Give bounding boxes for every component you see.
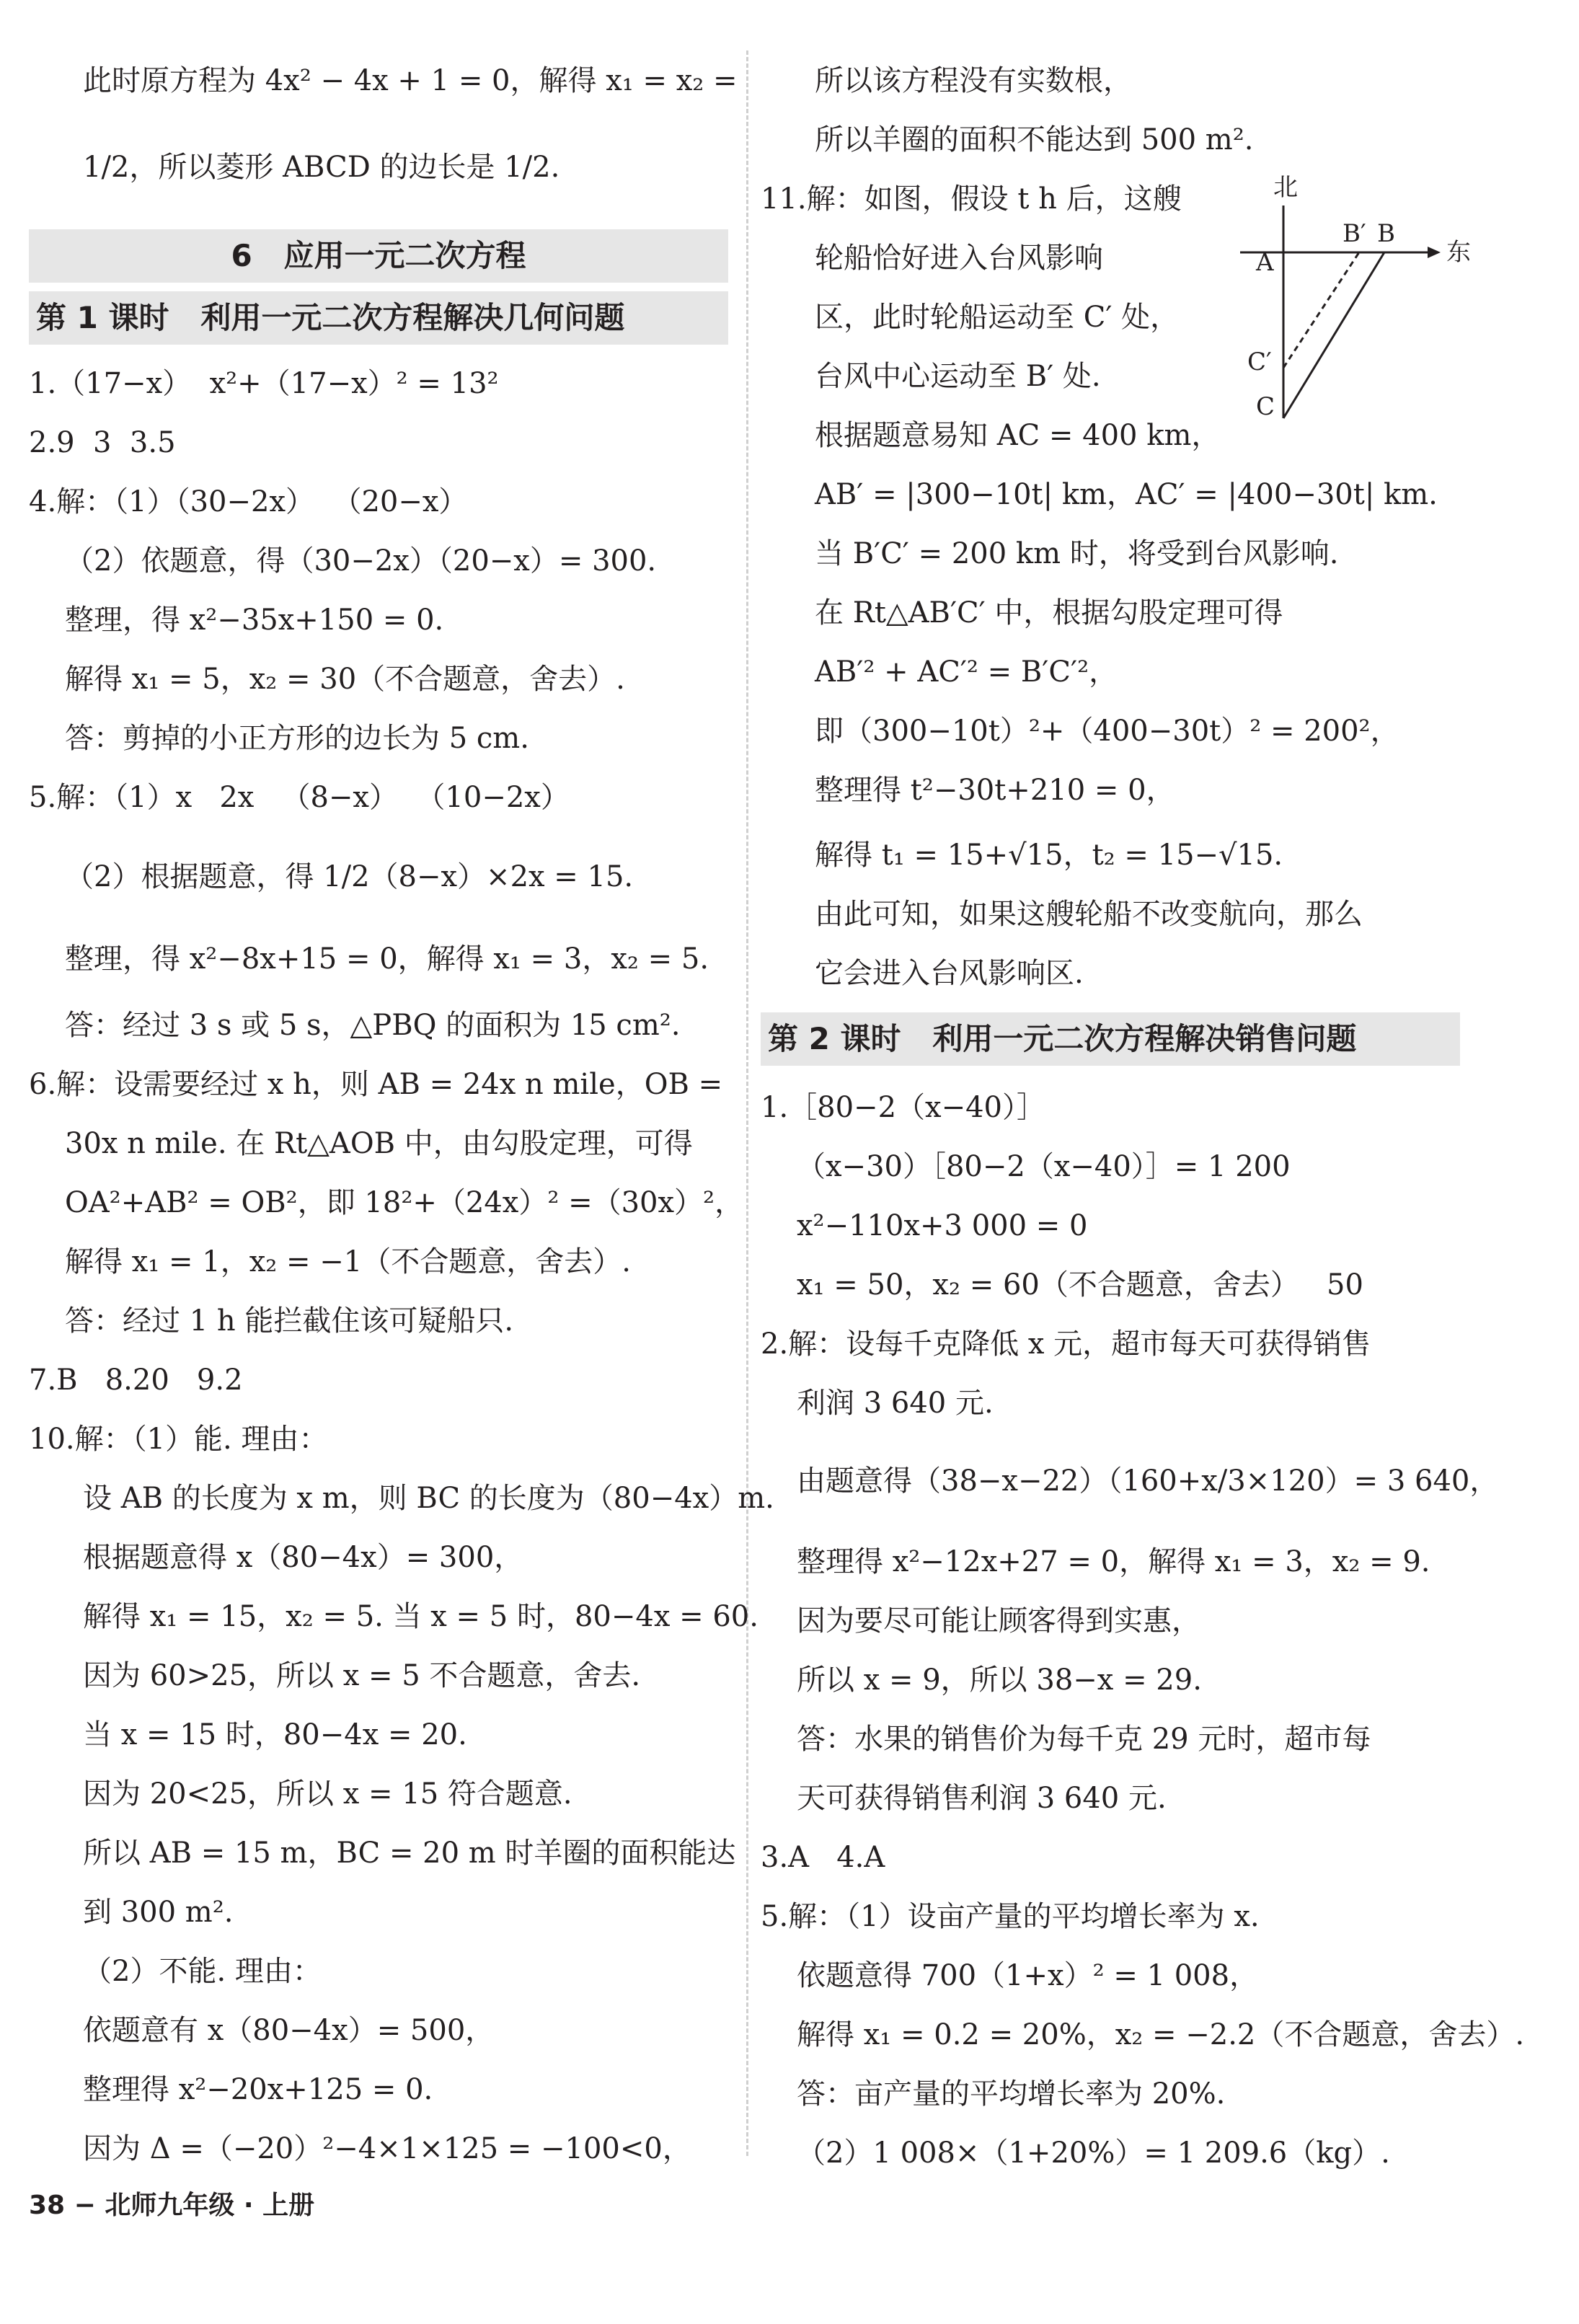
answer-line: 4.解：（1）（30−2x） （20−x） xyxy=(29,485,468,518)
text-line: 答：剪掉的小正方形的边长为 5 cm. xyxy=(65,722,529,755)
diagram-label: 东 xyxy=(1446,238,1471,267)
lesson-title: 第 1 课时 利用一元二次方程解决几何问题 xyxy=(29,291,728,345)
diagram-label: B xyxy=(1377,219,1395,248)
diagram-label: 北 xyxy=(1273,173,1298,202)
text-line: （2）1 008×（1+20%）= 1 209.6（kg）. xyxy=(797,2137,1390,2170)
text-line: 天可获得销售利润 3 640 元. xyxy=(797,1782,1167,1815)
divider-line xyxy=(746,50,748,2156)
typhoon-diagram xyxy=(1211,169,1478,429)
text-line: 所以 AB = 15 m，BC = 20 m 时羊圈的面积能达 xyxy=(83,1837,736,1870)
text-line: 此时原方程为 4x² − 4x + 1 = 0，解得 x₁ = x₂ = xyxy=(83,64,738,97)
text-line: 解得 x₁ = 5，x₂ = 30（不合题意，舍去）. xyxy=(65,663,625,696)
text-line: 解得 x₁ = 0.2 = 20%，x₂ = −2.2（不合题意，舍去）. xyxy=(797,2018,1525,2051)
text-line: 区，此时轮船运动至 C′ 处， xyxy=(815,301,1180,334)
answer-line: 5.解：（1）x 2x （8−x） （10−2x） xyxy=(29,781,570,814)
text-line: 台风中心运动至 B′ 处. xyxy=(815,360,1101,393)
text-line: 整理得 x²−12x+27 = 0，解得 x₁ = 3，x₂ = 9. xyxy=(797,1545,1430,1578)
text-line: （2）依题意，得（30−2x）（20−x）= 300. xyxy=(65,544,657,578)
text-line: 30x n mile. 在 Rt△AOB 中，由勾股定理，可得 xyxy=(65,1127,693,1160)
text-line: 答：经过 1 h 能拦截住该可疑船只. xyxy=(65,1304,514,1338)
text-line: x₁ = 50，x₂ = 60（不合题意，舍去） 50 xyxy=(797,1268,1363,1302)
text-line: 到 300 m². xyxy=(83,1896,234,1929)
text-line: 整理得 x²−20x+125 = 0. xyxy=(83,2073,433,2106)
answer-line: 11.解：如图，假设 t h 后，这艘 xyxy=(761,182,1182,216)
page-footer: 38 − 北师九年级 · 上册 xyxy=(29,2191,315,2220)
answer-line: 5.解：（1）设亩产量的平均增长率为 x. xyxy=(761,1900,1260,1933)
diagram-label: C xyxy=(1256,392,1275,421)
lesson-title: 第 2 课时 利用一元二次方程解决销售问题 xyxy=(761,1012,1460,1066)
text-line: 当 B′C′ = 200 km 时，将受到台风影响. xyxy=(815,537,1339,570)
answer-line: 2.解：设每千克降低 x 元，超市每天可获得销售 xyxy=(761,1327,1371,1361)
text-line: 依题意有 x（80−4x）= 500， xyxy=(83,2014,495,2047)
text-line: 答：亩产量的平均增长率为 20%. xyxy=(797,2077,1226,2111)
text-line: 依题意得 700（1+x）² = 1 008， xyxy=(797,1959,1259,1992)
text-line: x²−110x+3 000 = 0 xyxy=(797,1209,1088,1242)
text-line: 答：经过 3 s 或 5 s，△PBQ 的面积为 15 cm². xyxy=(65,1009,681,1042)
text-line: 因为 20<25，所以 x = 15 符合题意. xyxy=(83,1777,572,1811)
text-line: 所以 x = 9，所以 38−x = 29. xyxy=(797,1664,1202,1697)
text-line: 解得 x₁ = 1，x₂ = −1（不合题意，舍去）. xyxy=(65,1245,631,1278)
text-line: 根据题意易知 AC = 400 km， xyxy=(815,419,1221,452)
text-line: 因为 60>25，所以 x = 5 不合题意，舍去. xyxy=(83,1659,641,1692)
text-line: 整理，得 x²−8x+15 = 0，解得 x₁ = 3，x₂ = 5. xyxy=(65,942,709,976)
segment-c-prime-b-prime xyxy=(1283,252,1359,368)
text-line: 即（300−10t）²+（400−30t）² = 200²， xyxy=(815,715,1399,748)
answer-line: 7.B 8.20 9.2 xyxy=(29,1364,243,1397)
east-arrowhead xyxy=(1428,247,1441,258)
diagram-label: B′ xyxy=(1343,219,1366,248)
text-line: 它会进入台风影响区. xyxy=(815,957,1084,990)
answer-line: 2.9 3 3.5 xyxy=(29,426,176,459)
diagram-label: A xyxy=(1256,248,1274,277)
text-line: 因为 Δ =（−20）²−4×1×125 = −100<0， xyxy=(83,2132,691,2165)
text-line: 当 x = 15 时，80−4x = 20. xyxy=(83,1718,467,1751)
text-line: 答：水果的销售价为每千克 29 元时，超市每 xyxy=(797,1723,1371,1756)
text-line: （2）根据题意，得 1/2（8−x）×2x = 15. xyxy=(65,860,634,893)
text-line: 所以羊圈的面积不能达到 500 m². xyxy=(815,123,1254,156)
text-line: 解得 t₁ = 15+√15，t₂ = 15−√15. xyxy=(815,839,1283,872)
text-line: 由题意得（38−x−22）（160+x/3×120）= 3 640， xyxy=(797,1464,1499,1498)
text-line: 整理得 t²−30t+210 = 0， xyxy=(815,774,1175,807)
text-line: （x−30）［80−2（x−40）］= 1 200 xyxy=(797,1150,1291,1183)
text-line: 轮船恰好进入台风影响 xyxy=(815,242,1103,275)
diagram-label: C′ xyxy=(1247,348,1272,376)
text-line: 解得 x₁ = 15，x₂ = 5. 当 x = 5 时，80−4x = 60. xyxy=(83,1600,758,1633)
text-line: AB′² + AC′² = B′C′²， xyxy=(815,655,1118,689)
text-line: 利润 3 640 元. xyxy=(797,1387,994,1420)
text-line: 整理，得 x²−35x+150 = 0. xyxy=(65,604,444,637)
text-line: 因为要尽可能让顾客得到实惠， xyxy=(797,1604,1200,1638)
text-line: 由此可知，如果这艘轮船不改变航向，那么 xyxy=(815,898,1363,931)
text-line: 设 AB 的长度为 x m，则 BC 的长度为（80−4x）m. xyxy=(83,1482,774,1515)
text-line: AB′ = |300−10t| km，AC′ = |400−30t| km. xyxy=(815,478,1438,511)
text-line: 在 Rt△AB′C′ 中，根据勾股定理可得 xyxy=(815,596,1283,629)
text-line: （2）不能. 理由： xyxy=(83,1955,322,1988)
text-line: 1/2，所以菱形 ABCD 的边长是 1/2. xyxy=(83,151,560,184)
answer-line: 1.［80−2（x−40）］ xyxy=(761,1091,1045,1124)
text-line: OA²+AB² = OB²，即 18²+（24x）² =（30x）²， xyxy=(65,1186,744,1219)
answer-line: 1.（17−x） x²+（17−x）² = 13² xyxy=(29,367,499,400)
text-line: 所以该方程没有实数根， xyxy=(815,64,1132,97)
answer-line: 3.A 4.A xyxy=(761,1841,885,1874)
answer-line: 10.解：（1）能. 理由： xyxy=(29,1423,328,1456)
answer-line: 6.解：设需要经过 x h，则 AB = 24x n mile，OB = xyxy=(29,1068,723,1101)
segment-cb xyxy=(1283,252,1384,418)
section-title: 6 应用一元二次方程 xyxy=(29,229,728,283)
text-line: 根据题意得 x（80−4x）= 300， xyxy=(83,1541,523,1574)
